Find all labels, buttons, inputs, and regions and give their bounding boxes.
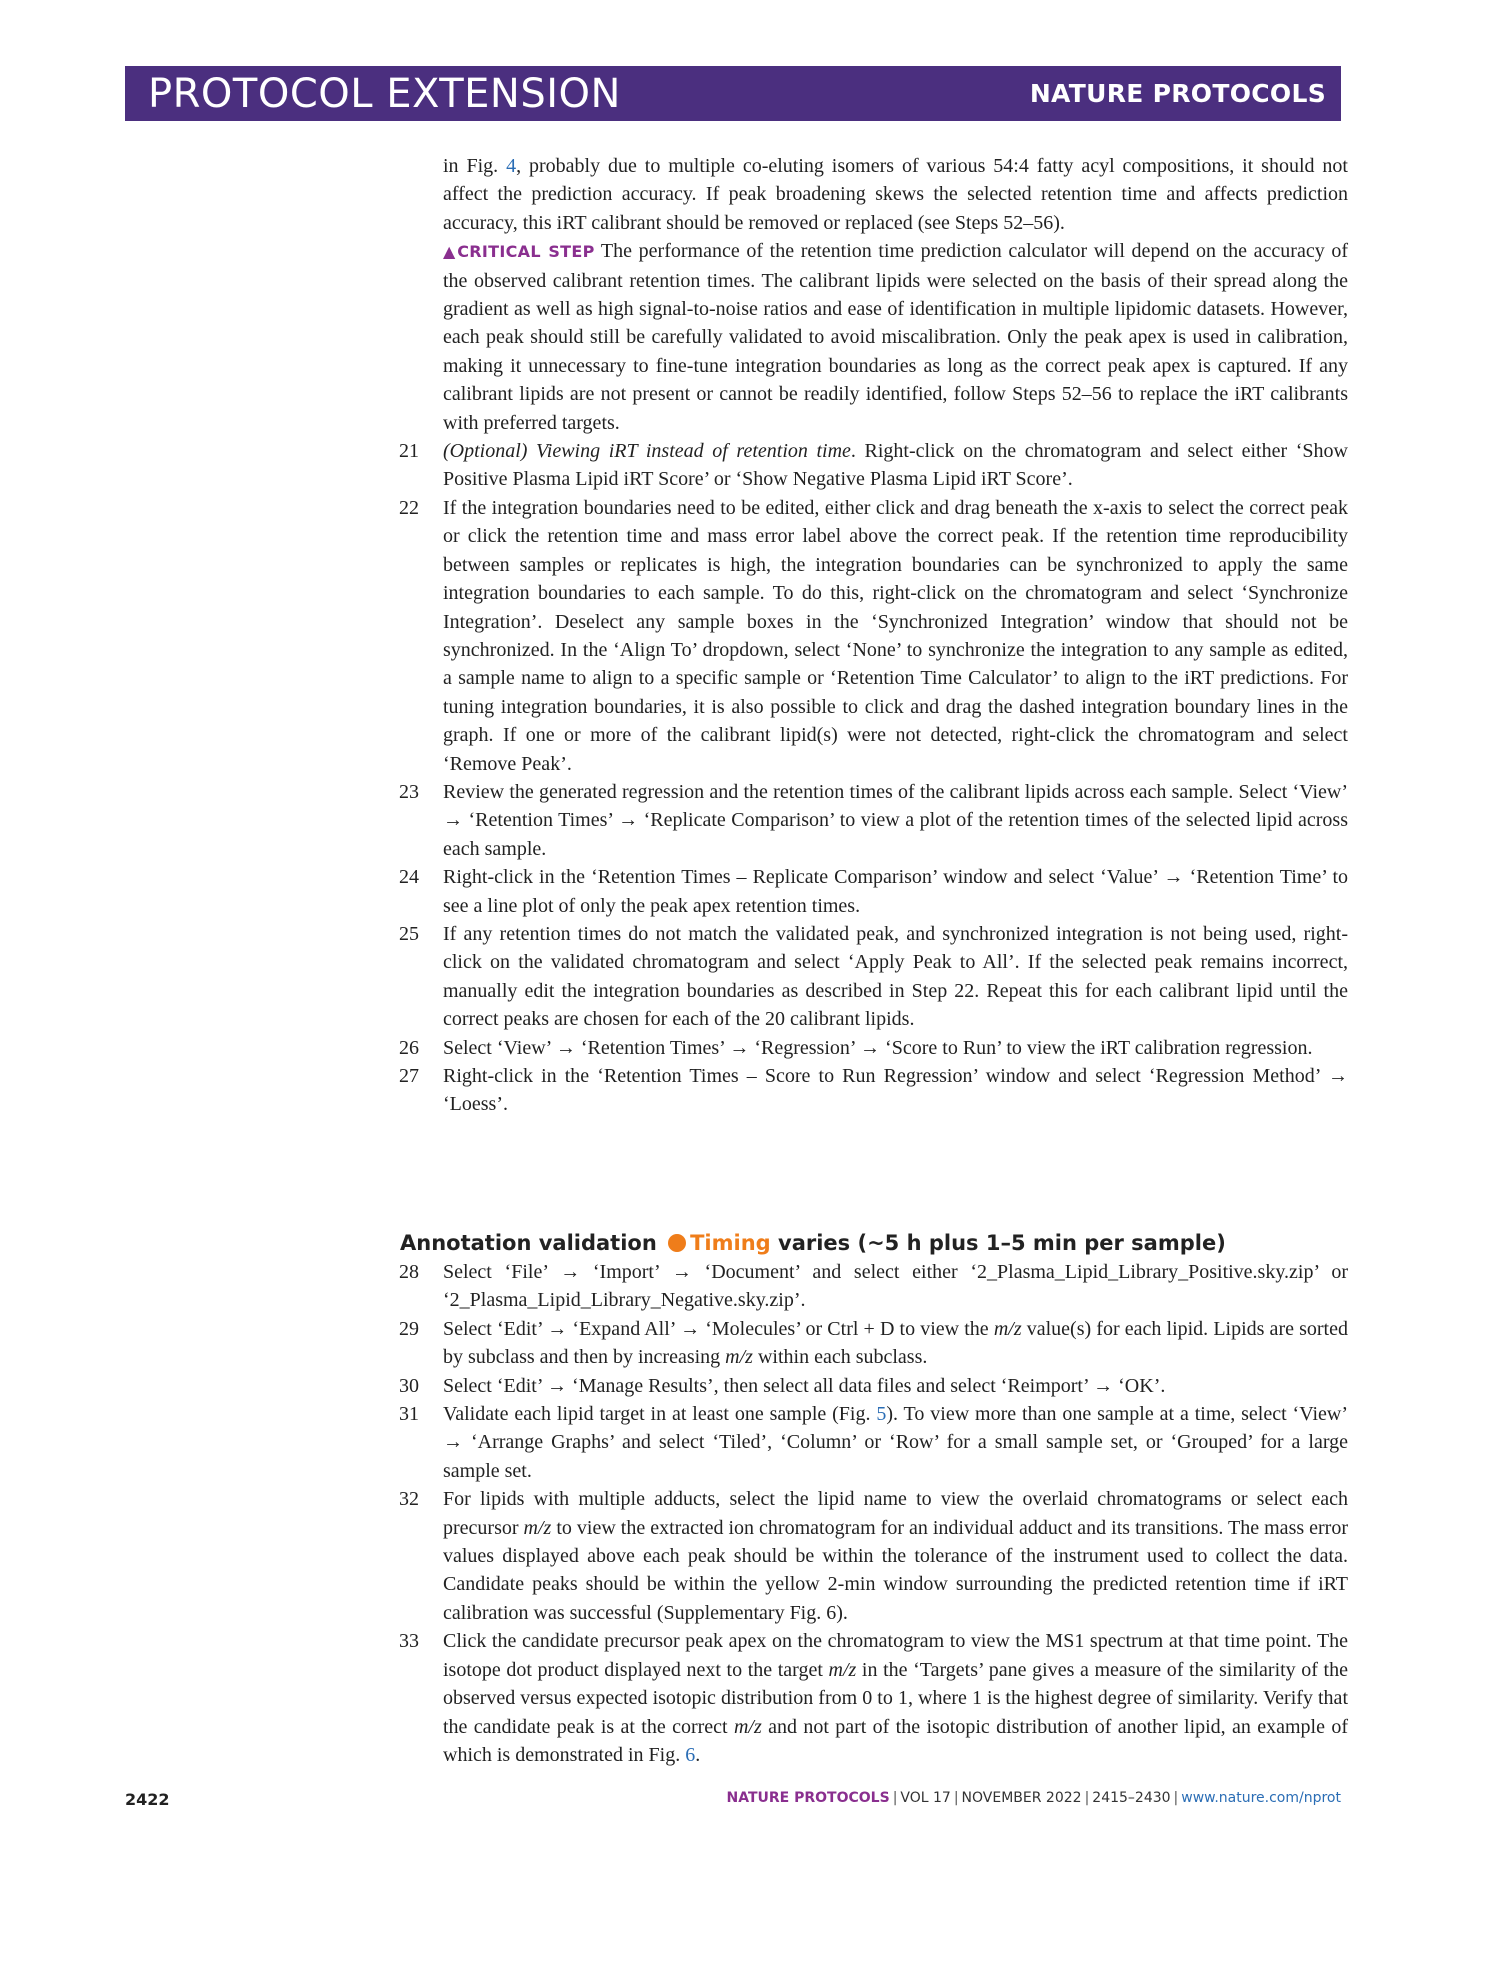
footer-separator: | <box>1173 1790 1179 1806</box>
step-22: 22 If the integration boundaries need to be edited, either click and drag beneath the x-axis to select the correct peak or click the retention time and mass error label above the correct peak. If the retention time reproducibility between samples or replicates is high, the integration boundaries can be synchronized to apply the same integration boundaries to each sample. To do this, right-click on the chromatogram and select ‘Synchronize Integration’. Deselect any sample boxes in the ‘Synchronized Integration’ window that should not be synchronized. In the ‘Align To’ dropdown, select ‘None’ to synchronize the integration to any sample as edited, a sample name to align to a specific sample or ‘Retention Time Calculator’ to align to the iRT predictions. For tuning integration boundaries, it is also possible to click and drag the dashed integration boundary lines in the graph. If one or more of the calibrant lipid(s) were not detected, right-click the chromatogram and select ‘Remove Peak’. <box>399 496 1348 775</box>
intro-block <box>399 152 1348 1119</box>
footer-pages: 2415–2430 <box>1092 1790 1171 1806</box>
footer-url-link[interactable]: www.nature.com/nprot <box>1181 1790 1341 1806</box>
critical-step-label: ▲CRITICAL STEP <box>443 242 595 262</box>
section-heading <box>400 1229 1226 1257</box>
step-29: 29 Select ‘Edit’ → ‘Expand All’ → ‘Molecules’ or Ctrl + D to view the m/z value(s) for each lipid. Lipids are sorted by subclass and then by increasing m/z within each subclass. <box>399 1317 1348 1369</box>
header-banner <box>125 66 1341 121</box>
step-list <box>399 437 1348 1119</box>
footer-separator: | <box>1084 1790 1090 1806</box>
step-25: 25 If any retention times do not match the validated peak, and synchronized integration is not being used, right-click on the validated chromatogram and select ‘Apply Peak to All’. If the selected peak remains incorrect, manually edit the integration boundaries as described in Step 22. Repeat this for each calibrant lipid until the correct peaks are chosen for each of the 20 calibrant lipids. <box>399 922 1348 1031</box>
page-number: 2422 <box>125 1790 170 1809</box>
footer-volume: VOL 17 <box>900 1790 951 1806</box>
step-33: 33 Click the candidate precursor peak apex on the chromatogram to view the MS1 spectrum at that time point. The isotope dot product displayed next to the target m/z in the ‘Targets’ pane gives a measure of the similarity of the observed versus expected isotopic distribution from 0 to 1, where 1 is the highest degree of similarity. Verify that the candidate peak is at the correct m/z and not part of the isotopic distribution of another lipid, an example of which is demonstrated in Fig. 6. <box>399 1630 1348 1766</box>
section-title: Annotation validation <box>400 1231 657 1255</box>
step-31: 31 Validate each lipid target in at least one sample (Fig. 5). To view more than one sample at a time, select ‘View’ → ‘Arrange Graphs’ and select ‘Tiled’, ‘Column’ or ‘Row’ for a small sample set, or ‘Grouped’ for a large sample set. <box>399 1403 1348 1482</box>
step-28: 28 Select ‘File’ → ‘Import’ → ‘Document’ and select either ‘2_Plasma_Lipid_Library_Positive.sky.zip’ or ‘2_Plasma_Lipid_Library_Negative.sky.zip’. <box>399 1261 1348 1312</box>
footer-date: NOVEMBER 2022 <box>961 1790 1082 1806</box>
critical-step-paragraph: ▲CRITICAL STEP The performance of the retention time prediction calculator will depend on the accuracy of the observed calibrant retention times. The calibrant lipids were selected on the basis of their spread along the gradient as well as high signal-to-noise ratios and ease of identification in multiple lipidomic datasets. However, each peak should still be carefully validated to avoid miscalibration. Only the peak apex is used in calibration, making it unnecessary to fine-tune integration boundaries as long as the correct peak apex is captured. If any calibrant lipids are not present or cannot be readily identified, follow Steps 52–56 to replace the iRT calibrants with preferred targets. <box>443 240 1348 434</box>
timing-dot-icon <box>668 1234 686 1252</box>
figure-link[interactable]: 4 <box>506 155 517 177</box>
timing-text: varies (~5 h plus 1–5 min per sample) <box>778 1231 1226 1255</box>
footer-journal: NATURE PROTOCOLS <box>726 1790 890 1806</box>
figure-link[interactable]: 5 <box>876 1403 887 1426</box>
footer-citation <box>727 1790 1342 1806</box>
step-23: 23 Review the generated regression and the retention times of the calibrant lipids across each sample. Select ‘View’ → ‘Retention Times’ → ‘Replicate Comparison’ to view a plot of the retention times of the selected lipid across each sample. <box>399 780 1348 860</box>
timing-label: Timing <box>690 1231 771 1255</box>
annotation-steps-block <box>399 1258 1348 1769</box>
step-24: 24 Right-click in the ‘Retention Times – Replicate Comparison’ window and select ‘Value’ → ‘Retention Time’ to see a line plot of only the peak apex retention times. <box>399 866 1348 917</box>
section-label: PROTOCOL EXTENSION <box>148 71 621 117</box>
step-26: 26 Select ‘View’ → ‘Retention Times’ → ‘Regression’ → ‘Score to Run’ to view the iRT calibration regression. <box>399 1036 1313 1059</box>
figure-link[interactable]: 6 <box>685 1743 696 1766</box>
step-list-2 <box>399 1258 1348 1769</box>
step-27: 27 Right-click in the ‘Retention Times – Score to Run Regression’ window and select ‘Regression Method’ → ‘Loess’. <box>399 1065 1348 1116</box>
step-21: 21 (Optional) Viewing iRT instead of retention time. Right-click on the chromatogram and select either ‘Show Positive Plasma Lipid iRT Score’ or ‘Show Negative Plasma Lipid iRT Score’. <box>399 440 1348 491</box>
intro-paragraph: in Fig. 4, probably due to multiple co-eluting isomers of various 54:4 fatty acyl compositions, it should not affect the prediction accuracy. If peak broadening skews the selected retention time and affects prediction accuracy, this iRT calibrant should be removed or replaced (see Steps 52–56). <box>443 155 1348 234</box>
footer-separator: | <box>953 1790 959 1806</box>
journal-label: NATURE PROTOCOLS <box>1029 79 1326 108</box>
step-30: 30 Select ‘Edit’ → ‘Manage Results’, then select all data files and select ‘Reimport’ → ‘OK’. <box>399 1374 1166 1397</box>
step-32: 32 For lipids with multiple adducts, select the lipid name to view the overlaid chromatograms or select each precursor m/z to view the extracted ion chromatogram for an individual adduct and its transitions. The mass error values displayed above each peak should be within the tolerance of the instrument used to collect the data. Candidate peaks should be within the yellow 2-min window surrounding the predicted retention time if iRT calibration was successful (Supplementary Fig. 6). <box>399 1488 1348 1624</box>
footer-separator: | <box>892 1790 898 1806</box>
